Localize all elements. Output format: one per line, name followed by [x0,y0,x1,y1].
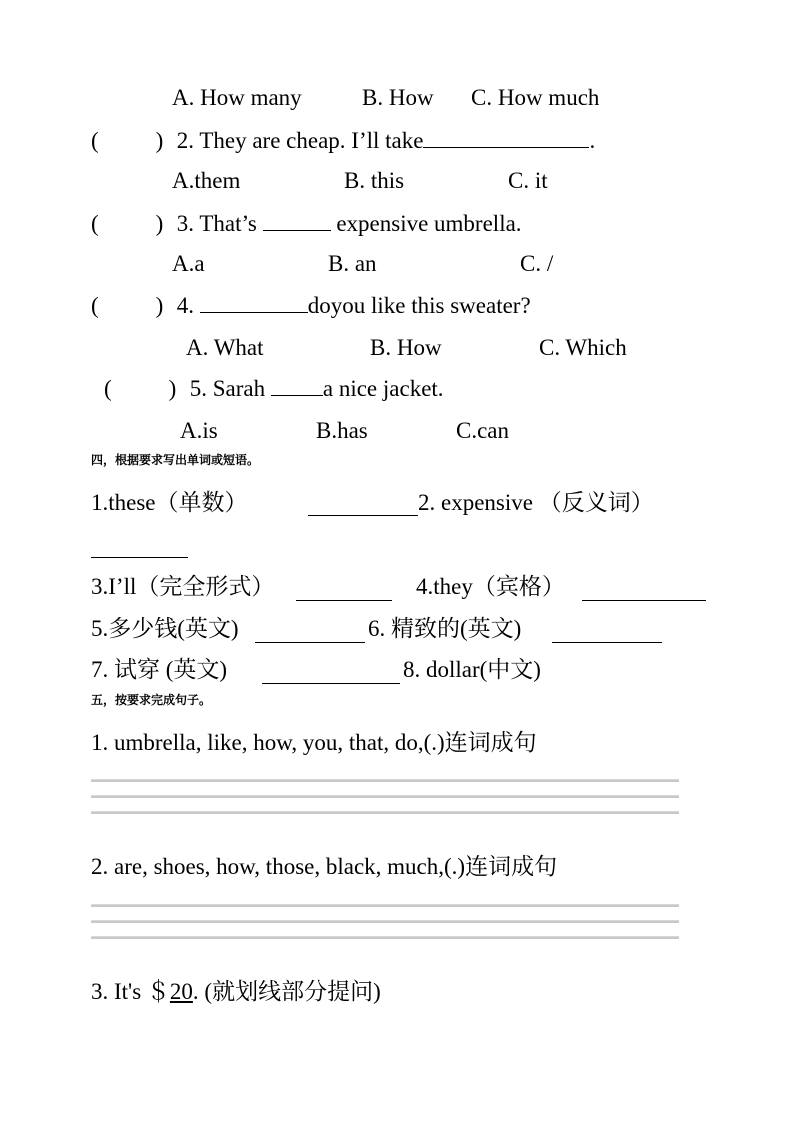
answer-blank[interactable] [200,292,308,313]
section-4-item-5: 5.多少钱(英文) [91,616,239,641]
question-4-text-after: doyou like this sweater? [307,293,531,318]
question-4-text-before: 4. [176,293,194,318]
q1-option-c: C. How much [471,85,600,110]
answer-paren[interactable]: ( ) [104,376,177,401]
question-3-text-before: 3. That’s [176,211,257,236]
q4-option-c: C. Which [539,335,627,360]
answer-blank[interactable] [263,210,331,231]
section-4-item-3: 3.I’ll（完全形式） [91,574,275,599]
section-5-item-3-after: . (就划线部分提问) [192,979,381,1004]
answer-blank[interactable] [271,375,323,396]
question-3-text-after: expensive umbrella. [336,211,522,236]
question-5 [104,375,444,403]
q1-option-b: B. How [362,85,434,110]
section-4-item-6: 6. 精致的(英文) [368,616,522,641]
q2-option-c: C. it [508,168,548,193]
question-5-text-after: a nice jacket. [322,376,444,401]
section-4-item-4: 4.they（宾格） [416,574,565,599]
section-4-heading: 四，根据要求写出单词或短语。 [91,453,260,467]
question-4 [91,292,531,320]
question-2-end: . [589,128,596,153]
answer-blank[interactable] [552,622,662,643]
answer-blank[interactable] [308,495,418,516]
q3-option-a: A.a [172,251,205,276]
writing-line [91,779,679,782]
q3-option-c: C. / [520,251,554,276]
section-4-item-8: 8. dollar(中文) [403,657,541,682]
q3-option-b: B. an [328,251,377,276]
q5-option-c: C.can [456,418,510,443]
q2-option-b: B. this [344,168,405,193]
underlined-amount: 20 [169,979,193,1004]
writing-line [91,795,679,798]
question-2 [91,127,595,155]
answer-paren[interactable]: ( ) [91,128,164,153]
section-5-item-1: 1. umbrella, like, how, you, that, do,(.)连词成句 [91,730,537,755]
q4-option-b: B. How [370,335,442,360]
answer-blank[interactable] [582,580,706,601]
q5-option-a: A.is [180,418,218,443]
q2-option-a: A.them [172,168,241,193]
section-5-item-2: 2. are, shoes, how, those, black, much,(.)连词成句 [91,854,558,879]
writing-line [91,920,679,923]
question-5-text-before: 5. Sarah [189,376,266,401]
writing-line [91,811,679,814]
section-4-item-7: 7. 试穿 (英文) [91,657,228,682]
answer-blank[interactable] [262,663,400,684]
writing-lines[interactable] [91,779,679,827]
answer-blank[interactable] [255,622,365,643]
q4-option-a: A. What [186,335,264,360]
q1-option-a: A. How many [172,85,302,110]
answer-blank[interactable] [296,580,392,601]
section-5-item-3-before: 3. It's ＄ [91,979,170,1004]
answer-blank[interactable] [423,127,589,148]
answer-paren[interactable]: ( ) [91,293,164,318]
section-5-heading: 五，按要求完成句子。 [91,693,212,707]
writing-lines[interactable] [91,904,679,952]
section-5-item-3 [91,978,381,1006]
writing-line [91,936,679,939]
question-2-text: 2. They are cheap. I’ll take [176,128,424,153]
section-4-item-2: 2. expensive （反义词） [418,490,654,515]
answer-blank[interactable] [91,537,188,558]
section-4-item-1: 1.these（单数） [91,490,248,515]
writing-line [91,904,679,907]
q5-option-b: B.has [316,418,368,443]
answer-paren[interactable]: ( ) [91,211,164,236]
question-3 [91,210,522,238]
